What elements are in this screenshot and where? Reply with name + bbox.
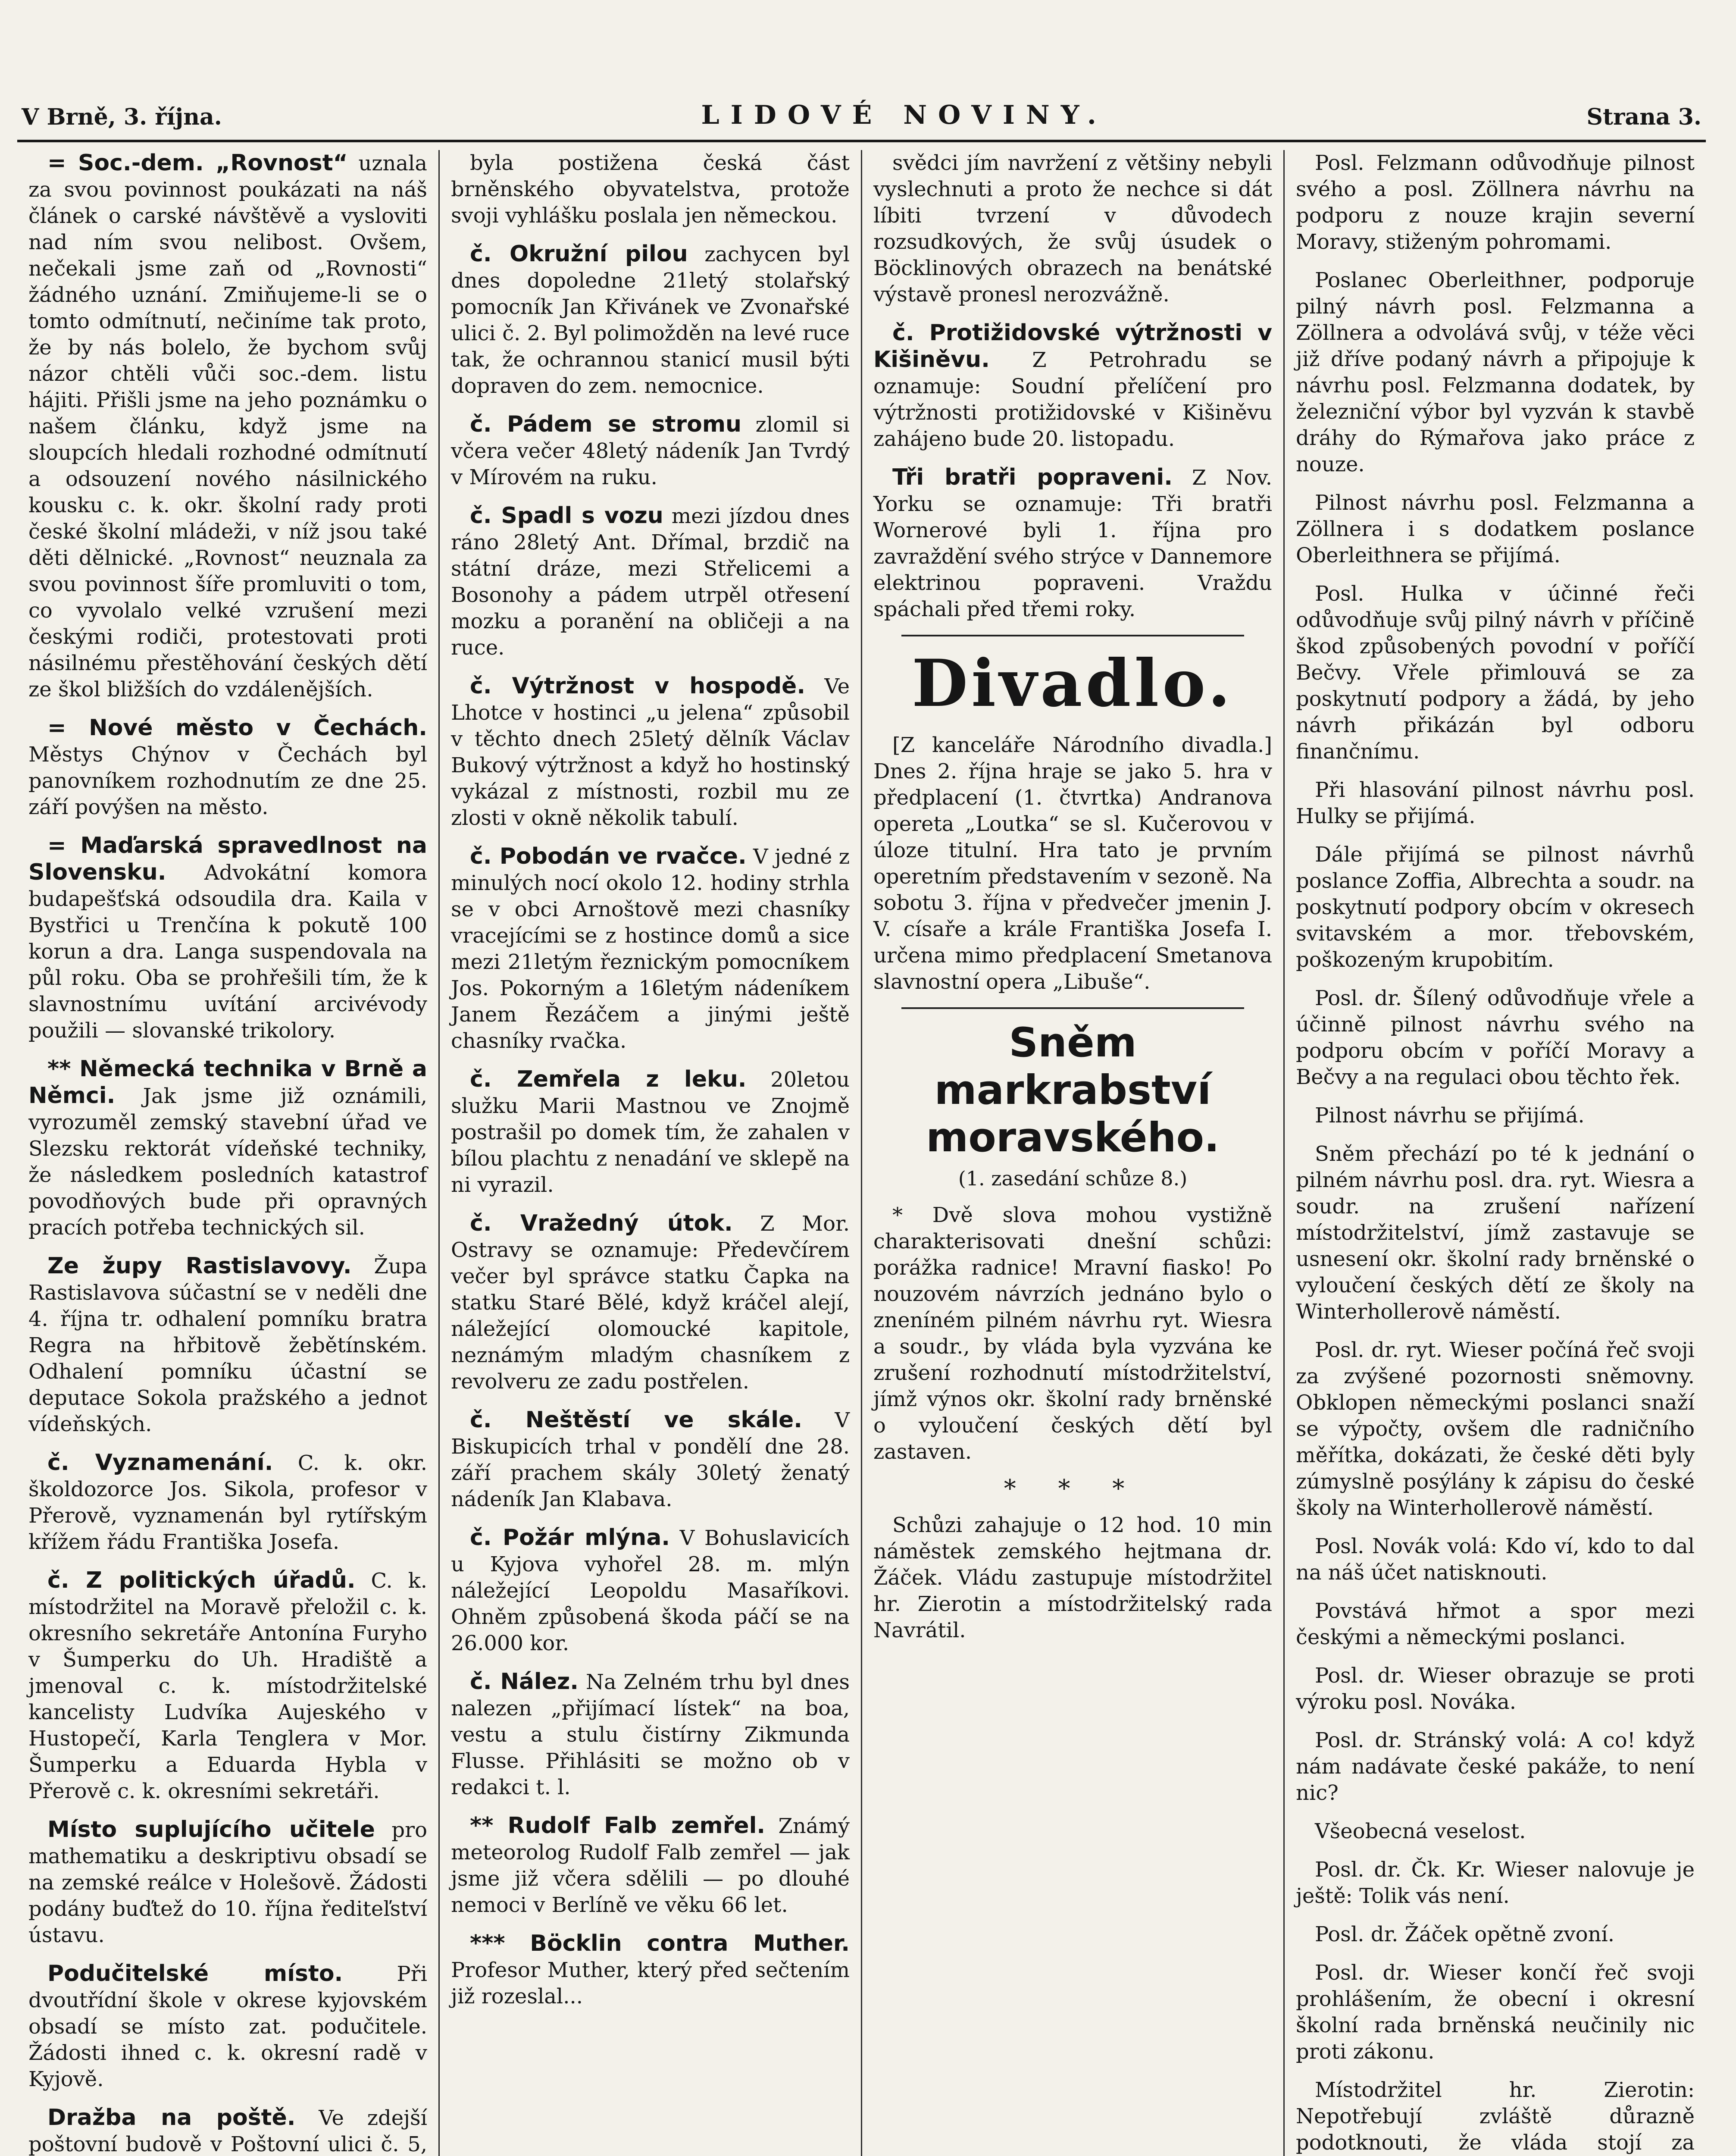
article — [1296, 1818, 1695, 1845]
article-body: 20letou služku Marii Mastnou ve Znojmě postrašil po domek tím, že zahalen v bílou plachtu z nenadání ve sklepě na ni vyrazil. — [451, 1068, 850, 1197]
article-headline: Ze župy Rastislavovy. — [47, 1253, 352, 1279]
article — [451, 1813, 850, 1918]
article — [451, 1210, 850, 1395]
article-body: V Biskupicích trhal v pondělí dne 28. září prachem skály 30letý ženatý nádeník Jan Klabava. — [451, 1408, 850, 1511]
article-body: Sněm přechází po té k jednání o pilném návrhu posl. dra. ryt. Wiesra a soudr. na zrušení nařízení místodržitelství, jímž zastavuje se usnesení okr. školní rady brněnské o vyloučení českých dětí ze školy na Winterhollerově náměstí. — [1296, 1142, 1695, 1324]
article-headline: č. Nález. — [470, 1669, 579, 1695]
article — [1296, 1663, 1695, 1715]
article-text — [451, 1525, 850, 1657]
article-headline: *** Böcklin contra Muther. — [470, 1930, 850, 1956]
article-body: Poslanec Oberleithner, podporuje pilný návrh posl. Felzmanna a Zöllnera a odvolává svůj, v téže věci již dříve podaný návrh a připojuje k návrhu posl. Felzmanna dodatek, by železniční výbor byl vyzván k stavbě dráhy do Rýmařova jako práce z nouze. — [1296, 268, 1695, 476]
article-headline: č. Zemřela z leku. — [470, 1066, 747, 1092]
article-headline: ** Rudolf Falb zemřel. — [470, 1813, 766, 1839]
article-text — [1296, 581, 1695, 765]
article — [1296, 581, 1695, 765]
article — [28, 715, 427, 821]
article — [28, 2105, 427, 2156]
article-body: Městys Chýnov v Čechách byl panovníkem rozhodnutím ze dne 25. září povýšen na město. — [28, 743, 427, 819]
article-text — [1296, 2077, 1695, 2156]
article-text — [451, 1210, 850, 1395]
article-body: Posl. Felzmann odůvodňuje pilnost svého a posl. Zöllnera návrhu na podporu z nouze krajin severní Moravy, stiženým pohromami. — [1296, 151, 1695, 254]
article-text — [1296, 842, 1695, 973]
article-headline: č. Vyznamenání. — [47, 1450, 273, 1476]
article-headline: Podučitelské místo. — [47, 1961, 343, 1987]
article-body: V jedné z minulých nocí okolo 12. hodiny strhla se v obci Arnoštově mezi chasníky vracejícími se z hostince domů a sice mezi 21letým řeznickým pomocníkem Jos. Pokorným a 16letým nádeníkem Janem Řezáčem a jinými ještě chasníky rvačka. — [451, 845, 850, 1053]
article-body: Posl. dr. Wieser končí řeč svoji prohlášením, že obecní i okresní školní rada brněnská neučinily nic proti zákonu. — [1296, 1961, 1695, 2064]
article-text — [1296, 267, 1695, 478]
article-text — [451, 1669, 850, 1801]
article-text — [1296, 1533, 1695, 1586]
article-body: Při hlasování pilnost návrhu posl. Hulky se přijímá. — [1296, 778, 1695, 828]
article-headline: č. Z politických úřadů. — [47, 1567, 356, 1593]
article-headline: Místo suplujícího učitele — [47, 1817, 375, 1843]
article — [28, 1056, 427, 1241]
article-body: V Bohuslavicích u Kyjova vyhořel 28. m. mlýn náležející Leopoldu Masaříkovi. Ohněm způsobená škoda páčí se na 26.000 kor. — [451, 1526, 850, 1655]
snem-header — [873, 1019, 1272, 1190]
article — [1296, 777, 1695, 830]
article-body: zachycen byl dnes dopoledne 21letý stolařský pomocník Jan Křivánek ve Zvonařské ulici č. 2. Byl polimožděn na levé ruce tak, že ochrannou stanicí musil býti dopraven do zem. nemocnice. — [451, 242, 850, 398]
article-text — [451, 503, 850, 661]
article — [28, 1817, 427, 1949]
article-headline: ** Německá technika v Brně a Němci. — [28, 1056, 427, 1109]
article-headline: č. Pádem se stromu — [470, 411, 742, 437]
article-body: C. k. místodržitel na Moravě přeložil c. k. okresního sekretáře Antonína Furyho v Šumperku do Uh. Hradiště a jmenoval c. k. místodržitelské kancelisty Ludvíka Aujeského v Hustopečí, Karla Tenglera v Mor. Šumperku a Eduarda Hybla v Přerově c. k. okresními sekretáři. — [28, 1569, 427, 1803]
article-text — [28, 150, 427, 703]
article — [451, 411, 850, 491]
article-text — [1296, 1598, 1695, 1651]
article-text — [1296, 1337, 1695, 1521]
divider — [901, 1007, 1245, 1009]
article-body: Povstává hřmot a spor mezi českými a německými poslanci. — [1296, 1599, 1695, 1649]
article-body: Při dvoutřídní škole v okrese kyjovském obsadí se místo zat. podučitele. Žádosti ihned c. k. okresní radě v Kyjově. — [28, 1962, 427, 2091]
article-text — [28, 1961, 427, 2093]
article — [873, 150, 1272, 308]
column-3-news — [873, 150, 1272, 623]
article-text — [873, 320, 1272, 452]
article — [451, 1407, 850, 1513]
divider — [901, 635, 1245, 636]
article-text — [451, 150, 850, 229]
article-text — [1296, 1857, 1695, 1909]
article-body: Z Mor. Ostravy se oznamuje: Předevčírem večer byl správce statku Čapka na statku Staré Bělé, když kráčel alejí, náležející olomoucké kapitole, neznámým mladým chasníkem z revolveru ze zadu postřelen. — [451, 1212, 850, 1394]
article-body: Posl. dr. Wieser obrazuje se proti výroku posl. Nováka. — [1296, 1664, 1695, 1714]
article-body: Župa Rastislavova súčastní se v neděli dne 4. října tr. odhalení pomníku bratra Regra na hřbitově žebětínském. Odhalení pomníku účastní se deputace Sokola pražského a jednot vídeňských. — [28, 1254, 427, 1436]
divadlo-title: Divadlo. — [912, 646, 1234, 721]
article-text — [28, 1056, 427, 1241]
article-body: mezi jízdou dnes ráno 28letý Ant. Dřímal, brzdič na státní dráze, mezi Střelicemi a Bosonohy a pádem utrpěl otřesení mozku a poranění na obličeji a na ruce. — [451, 504, 850, 660]
section-stars: * * * — [1004, 1475, 1142, 1503]
article-text — [1296, 1663, 1695, 1715]
article-text — [873, 464, 1272, 623]
article-body: Posl. Novák volá: Kdo ví, kdo to dal na náš účet natisknouti. — [1296, 1534, 1695, 1585]
article-headline: č. Neštěstí ve skále. — [470, 1407, 803, 1433]
article-body: Posl. dr. Žáček opětně zvoní. — [1315, 1922, 1614, 1946]
article-headline: č. Výtržnost v hospodě. — [470, 673, 806, 699]
article-text — [1296, 490, 1695, 569]
article — [451, 1930, 850, 2010]
article-text — [28, 833, 427, 1044]
article-headline: č. Pobodán ve rvačce. — [470, 843, 747, 869]
article-body: Profesor Muther, který před sečtením již rozeslal... — [451, 1958, 850, 2009]
article-text — [1296, 1141, 1695, 1325]
article-text — [28, 715, 427, 821]
article-body: Na Zelném trhu byl dnes nalezen „přijímací lístek“ na boa, vestu a stulu čistírny Zikmunda Flusse. Přihlásiti se možno ob v redakci t. l. — [451, 1670, 850, 1799]
article-text — [451, 673, 850, 831]
masthead — [17, 0, 1706, 142]
page-number: Strana 3. — [1586, 104, 1702, 130]
columns — [17, 150, 1706, 2156]
article-headline: Dražba na poště. — [47, 2105, 296, 2131]
article — [1296, 150, 1695, 255]
snem-subtitle: (1. zasedání schůze 8.) — [958, 1167, 1188, 1190]
article — [1296, 1337, 1695, 1521]
article — [451, 843, 850, 1054]
article-headline: č. Spadl s vozu — [470, 503, 663, 529]
article-body: Posl. dr. ryt. Wieser počíná řeč svoji za zvýšené pozornosti sněmovny. Obklopen německými poslanci snaží se výpočty, ovšem dle radničního měřítka, dokázati, že české děti byly zúmyslně posýlány k zápisu do české školy na Winterhollerově náměstí. — [1296, 1338, 1695, 1520]
article-body: C. k. okr. školdozorce Jos. Sikola, profesor v Přerově, vyznamenán byl rytířským křížem řádu Františka Josefa. — [28, 1451, 427, 1554]
article-text — [873, 150, 1272, 308]
article-text — [28, 1567, 427, 1805]
article — [1296, 985, 1695, 1091]
article-body: Z Nov. Yorku se oznamuje: Tři bratři Wornerové byli 1. října pro zavraždění svého strýce v Dannemore elektrinou popraveni. Vraždu spáchali před třemi roky. — [873, 466, 1272, 621]
article-text — [1296, 150, 1695, 255]
article — [1296, 1533, 1695, 1586]
article-text — [451, 843, 850, 1054]
article-text — [28, 1450, 427, 1555]
article-headline: Tři bratři popraveni. — [892, 464, 1173, 490]
article-text — [1296, 1960, 1695, 2065]
article-text — [1296, 1727, 1695, 1806]
article-body: Posl. dr. Šílený odůvodňuje vřele a účinně pilnost návrhu svého na podporu obcím v poříčí Moravy a Bečvy a na regulaci obou těchto řek. — [1296, 986, 1695, 1089]
article-body: Známý meteorolog Rudolf Falb zemřel — jak jsme již včera sdělili — po dlouhé nemoci v Berlíně ve věku 66 let. — [451, 1814, 850, 1917]
article-text — [1296, 777, 1695, 830]
article — [1296, 490, 1695, 569]
article-text — [451, 1813, 850, 1918]
article — [28, 833, 427, 1044]
article-text — [1296, 1921, 1695, 1948]
article-text — [1296, 985, 1695, 1091]
article-headline: č. Protižidovské výtržnosti v Kišiněvu. — [873, 320, 1272, 373]
article — [1296, 1727, 1695, 1806]
article-text — [451, 241, 850, 399]
article-body: svědci jím navržení z většiny nebyli vyslechnuti a proto že nechce si dát líbiti tvrzení v důvodech rozsudkových, že svůj úsudek o Böcklinových obrazech na benátské výstavě pronesl nerozvážně. — [873, 151, 1272, 307]
snem-paragraph-2: Schůzi zahajuje o 12 hod. 10 min náměstek zemského hejtmana dr. Žáček. Vládu zastupuje místodržitel hr. Zierotin a místodržitelský rada Navrátil. — [873, 1513, 1272, 1642]
snem-paragraph-1: * Dvě slova mohou vystižně charakterisovati dnešní schůzi: porážka radnice! Mravní fiasko! Po nouzovém návrzích jednáno bylo o zneníném pilném návrhu ryt. Wiesra a soudr., by vláda byla vyzvána ke zrušení rozhodnutí místodržitelství, jímž výnos okr. školní rady brněnské o vyloučení českých dětí byl zastaven. — [873, 1203, 1272, 1464]
article — [1296, 2077, 1695, 2156]
article — [1296, 1103, 1695, 1129]
article-text — [28, 1817, 427, 1949]
column-4 — [1285, 150, 1706, 2156]
article-text — [451, 1066, 850, 1198]
snem-article — [873, 1202, 1272, 1644]
article — [1296, 842, 1695, 973]
article-body: Z Petrohradu se oznamuje: Soudní přelíčení pro výtržnosti protižidovské v Kišiněvu zahájeno bude 20. listopadu. — [873, 348, 1273, 451]
article-headline: č. Okružní pilou — [470, 241, 688, 267]
article — [28, 1961, 427, 2093]
article-body: Posl. dr. Stránský volá: A co! když nám nadávate české pakáže, to není nic? — [1296, 1728, 1695, 1805]
article — [451, 1669, 850, 1801]
snem-title: Sněm markrabství moravského. — [926, 1019, 1220, 1161]
article-body: byla postižena česká část brněnského obyvatelstva, protože svoji vyhlášku poslala jen německou. — [451, 151, 850, 228]
article — [1296, 1598, 1695, 1651]
newspaper-title: LIDOVÉ NOVINY. — [701, 100, 1107, 130]
article — [451, 503, 850, 661]
article-body: Ve Lhotce v hostinci „u jelena“ způsobil v těchto dnech 25letý dělník Václav Bukový výtržnost a když ho hostinský vykázal z místnosti, rozbil mu ze zlosti v okně několik tabulí. — [451, 674, 850, 830]
article — [873, 320, 1272, 452]
divadlo-text: [Z kanceláře Národního divadla.] Dnes 2. října hraje se jako 5. hra v předplacení (1. čtvrtka) Andranova opereta „Loutka“ se sl. Kučerovou v úloze titulní. Hra tato je prvním operetním představením v sezoně. Na sobotu 3. října v předvečer jmenin J. V. císaře a krále Františka Josefa I. určena mimo předplacení Smetanova slavnostní opera „Libuše“. — [873, 733, 1272, 994]
article — [873, 464, 1272, 623]
article-body: Posl. dr. Čk. Kr. Wieser nalovuje je ještě: Tolik vás není. — [1296, 1858, 1695, 1908]
article-body: Advokátní komora budapešťská odsoudila dra. Kaila v Bystřici u Trenčína k pokutě 100 korun a dra. Langa suspendovala na půl roku. Oba se prohřešili tím, že k slavnostnímu uvítání arcivévody použili — slovanské trikolory. — [28, 861, 427, 1043]
article-body: Místodržitel hr. Zierotin: Nepotřebují zvláště důrazně podotknouti, že vláda stojí za — [1296, 2078, 1695, 2155]
article-text — [1296, 1818, 1695, 1845]
article — [28, 1567, 427, 1805]
article — [1296, 1141, 1695, 1325]
divadlo-header — [873, 647, 1272, 720]
article — [28, 1253, 427, 1438]
article-body: zlomil si včera večer 48letý nádeník Jan Tvrdý v Mírovém na ruku. — [451, 413, 850, 489]
article — [451, 1525, 850, 1657]
article-headline: č. Vražedný útok. — [470, 1210, 733, 1236]
article — [1296, 1857, 1695, 1909]
article-body: uznala za svou povinnost poukázati na náš článek o carské návštěvě a vysloviti nad ním svou nelibost. Ovšem, nečekali jsme zaň od „Rovnosti“ žádného uznání. Zmiňujeme-li se o tomto odmítnutí, nečiníme tak proto, že by nás bolelo, že bychom svůj názor chtěli vůči soc.-dem. listu hájiti. Přišli jsme na jeho poznámku o našem článku, když jsme na sloupcích hledali rozhodné odmítnutí a odsouzení nového násilnického kousku c. k. okr. školní rady proti české školní mládeži, v níž jsou také děti dělnické. „Rovnost“ neuznala za svou povinnost šíře promluviti o tom, co vyvolalo velké vzrušení mezi českými rodiči, protestovati proti násilnému přestěhování českých dětí ze škol bližších do vzdálenějších. — [28, 151, 428, 702]
article-headline: = Nové město v Čechách. — [47, 715, 427, 741]
article-body: Ve zdejší poštovní budově v Poštovní ulici č. 5, — [28, 2106, 427, 2156]
article-body: Dále přijímá se pilnost návrhů poslance Zoffia, Albrechta a soudr. na poskytnutí podpory obcím v okresech svitavském a mor. třebovském, poškozeným krupobitím. — [1296, 843, 1695, 972]
article-body: Posl. Hulka v účinné řeči odůvodňuje svůj pilný návrh v příčině škod způsobených povodní v poříčí Bečvy. Vřele přimlouvá se za poskytnutí podpory a žádá, by jeho návrh přikázán byl odboru finančnímu. — [1296, 582, 1695, 764]
article-text — [28, 1253, 427, 1438]
column-3 — [862, 150, 1285, 2156]
column-1 — [17, 150, 440, 2156]
article-headline: = Maďarská spravedlnost na Slovensku. — [28, 833, 427, 885]
article-text — [451, 1407, 850, 1513]
column-2 — [440, 150, 862, 2156]
article-text — [28, 2105, 427, 2156]
article-body: Pilnost návrhu posl. Felzmanna a Zöllnera i s dodatkem poslance Oberleithnera se přijímá. — [1296, 491, 1695, 567]
article-text — [1296, 1103, 1695, 1129]
divadlo-article — [873, 732, 1272, 995]
article — [1296, 267, 1695, 478]
article-headline: = Soc.-dem. „Rovnost“ — [47, 150, 348, 176]
article — [451, 241, 850, 399]
article — [451, 150, 850, 229]
article — [451, 1066, 850, 1198]
article — [451, 673, 850, 831]
article — [1296, 1960, 1695, 2065]
article-body: pro mathematiku a deskriptivu obsadí se na zemské reálce v Holešově. Žádosti podány buďtež do 10. října řediteľství ústavu. — [28, 1818, 427, 1947]
article-text — [451, 1930, 850, 2010]
article-text — [451, 411, 850, 491]
article-body: Pilnost návrhu se přijímá. — [1315, 1103, 1585, 1128]
article — [28, 150, 427, 703]
article-body: Všeobecná veselost. — [1315, 1819, 1526, 1843]
article-body: Jak jsme již oznámili, vyrozuměl zemský stavební úřad ve Slezsku rektorát vídeňské techniky, že následkem posledních katastrof povodňových bude při opravných pracích potřeba technických sil. — [28, 1084, 427, 1240]
article — [1296, 1921, 1695, 1948]
masthead-date: V Brně, 3. října. — [22, 104, 222, 130]
article-headline: č. Požár mlýna. — [470, 1525, 670, 1551]
article — [28, 1450, 427, 1555]
